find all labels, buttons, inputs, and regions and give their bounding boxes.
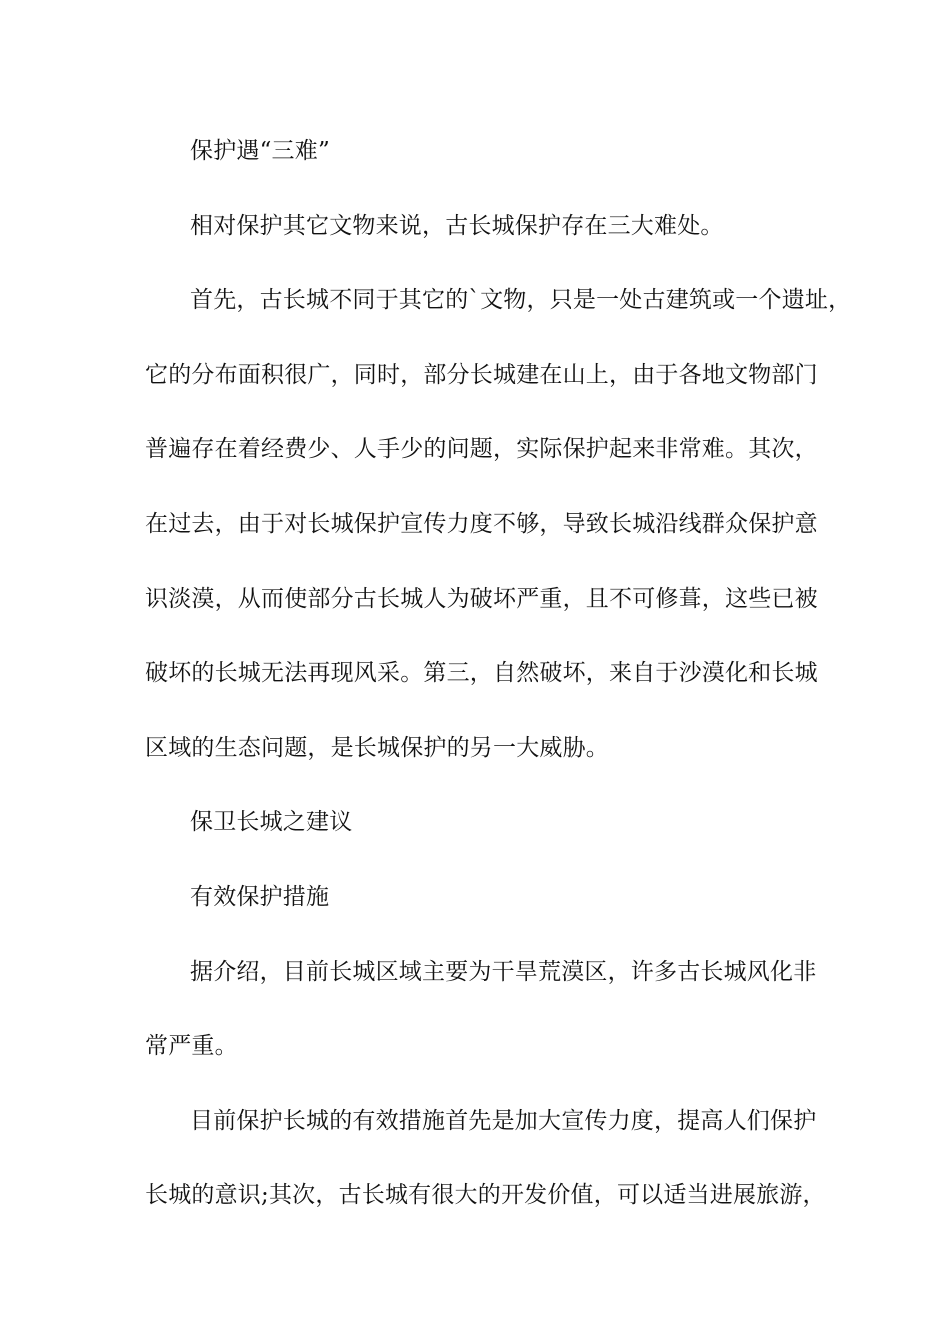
paragraph-line: 首先，古长城不同于其它的`文物，只是一处古建筑或一个遗址， (190, 287, 852, 313)
heading-protection-difficulties: 保护遇“三难” (190, 138, 330, 164)
paragraph-line: 在过去，由于对长城保护宣传力度不够，导致长城沿线群众保护意 (145, 511, 818, 537)
paragraph-line: 识淡漠，从而使部分古长城人为破坏严重，且不可修葺，这些已被 (145, 586, 818, 612)
paragraph-line: 区域的生态问题，是长城保护的另一大威胁。 (145, 735, 609, 761)
heading-protection-suggestions: 保卫长城之建议 (190, 809, 353, 835)
paragraph-line: 据介绍，目前长城区域主要为干旱荒漠区，许多古长城风化非 (190, 959, 817, 985)
paragraph-line: 常严重。 (145, 1033, 238, 1059)
paragraph-line: 破坏的长城无法再现风采。第三，自然破坏，来自于沙漠化和长城 (145, 660, 818, 686)
heading-effective-measures: 有效保护措施 (190, 884, 330, 910)
paragraph-line: 相对保护其它文物来说，古长城保护存在三大难处。 (190, 213, 724, 239)
paragraph-line: 普遍存在着经费少、人手少的问题，实际保护起来非常难。其次， (145, 436, 818, 462)
paragraph-line: 目前保护长城的有效措施首先是加大宣传力度，提高人们保护 (190, 1108, 817, 1134)
paragraph-line: 它的分布面积很广，同时，部分长城建在山上，由于各地文物部门 (145, 362, 818, 388)
paragraph-line: 长城的意识;其次，古长城有很大的开发价值，可以适当进展旅游， (145, 1182, 826, 1208)
